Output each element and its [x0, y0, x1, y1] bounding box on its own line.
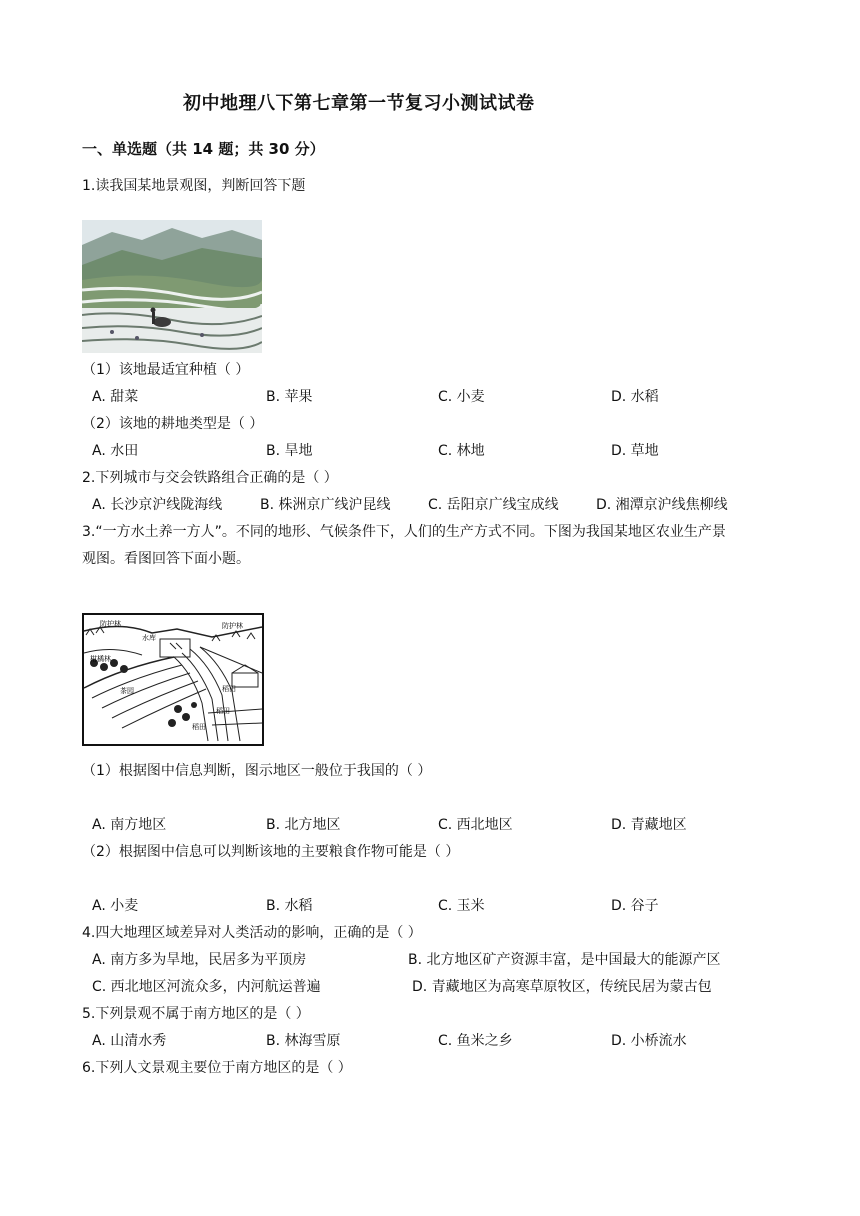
- q1-sub1-option-a[interactable]: A. 甜菜: [92, 389, 139, 405]
- q2-option-d[interactable]: D. 湘潭京沪线焦柳线: [596, 497, 728, 513]
- q4-option-a[interactable]: A. 南方多为旱地，民居多为平顶房: [92, 952, 307, 968]
- q3-sub2-option-c[interactable]: C. 玉米: [438, 898, 485, 914]
- q3-sub1-option-a[interactable]: A. 南方地区: [92, 817, 167, 833]
- q3-sub2-option-b[interactable]: B. 水稻: [266, 898, 313, 914]
- q3-sub1-option-c[interactable]: C. 西北地区: [438, 817, 513, 833]
- question-3-stem-line-2: 观图。看图回答下面小题。: [82, 551, 250, 567]
- diagram-label-shelterbelt-right: 防护林: [222, 622, 243, 630]
- question-4-stem: 4.四大地理区域差异对人类活动的影响，正确的是（ ）: [82, 925, 422, 941]
- q3-sub1-option-d[interactable]: D. 青藏地区: [611, 817, 687, 833]
- page-title: 初中地理八下第七章第一节复习小测试试卷: [183, 93, 535, 114]
- diagram-label-paddy-3: 稻田: [192, 723, 206, 731]
- diagram-label-paddy-2: 稻田: [216, 707, 230, 715]
- q1-sub2-option-a[interactable]: A. 水田: [92, 443, 139, 459]
- q1-sub2-option-c[interactable]: C. 林地: [438, 443, 485, 459]
- q2-option-b[interactable]: B. 株洲京广线沪昆线: [260, 497, 391, 513]
- q4-option-d[interactable]: D. 青藏地区为高寒草原牧区，传统民居为蒙古包: [412, 979, 712, 995]
- diagram-label-shelterbelt-left: 防护林: [100, 620, 121, 628]
- q5-option-b[interactable]: B. 林海雪原: [266, 1033, 341, 1049]
- question-5-stem: 5.下列景观不属于南方地区的是（ ）: [82, 1006, 310, 1022]
- q1-sub1-option-c[interactable]: C. 小麦: [438, 389, 485, 405]
- diagram-label-reservoir: 水库: [142, 634, 156, 642]
- question-1-sub-1: （1）该地最适宜种植（ ）: [82, 362, 250, 378]
- q1-sub2-option-d[interactable]: D. 草地: [611, 443, 659, 459]
- terrace-landscape-photo: [82, 220, 262, 353]
- diagram-label-tea-garden: 茶园: [120, 687, 134, 695]
- question-6-stem: 6.下列人文景观主要位于南方地区的是（ ）: [82, 1060, 352, 1076]
- question-3-sub-2: （2）根据图中信息可以判断该地的主要粮食作物可能是（ ）: [82, 844, 460, 860]
- question-1-sub-2: （2）该地的耕地类型是（ ）: [82, 416, 264, 432]
- q4-option-c[interactable]: C. 西北地区河流众多，内河航运普遍: [92, 979, 321, 995]
- q5-option-c[interactable]: C. 鱼米之乡: [438, 1033, 513, 1049]
- section-heading: 一、单选题（共 14 题；共 30 分）: [82, 140, 325, 158]
- q1-sub1-option-d[interactable]: D. 水稻: [611, 389, 659, 405]
- question-3-stem-line-1: 3.“一方水土养一方人”。不同的地形、气候条件下，人们的生产方式不同。下图为我国某地区农业生产景: [82, 524, 726, 540]
- q5-option-d[interactable]: D. 小桥流水: [611, 1033, 687, 1049]
- q3-sub2-option-a[interactable]: A. 小麦: [92, 898, 139, 914]
- diagram-label-paddy-1: 稻田: [222, 685, 236, 693]
- q1-sub2-option-b[interactable]: B. 旱地: [266, 443, 313, 459]
- q5-option-a[interactable]: A. 山清水秀: [92, 1033, 167, 1049]
- diagram-label-citrus-grove: 柑橘林: [90, 655, 111, 663]
- q2-option-c[interactable]: C. 岳阳京广线宝成线: [428, 497, 559, 513]
- q2-option-a[interactable]: A. 长沙京沪线陇海线: [92, 497, 223, 513]
- agriculture-landscape-diagram: [82, 613, 264, 746]
- question-3-sub-1: （1）根据图中信息判断，图示地区一般位于我国的（ ）: [82, 763, 432, 779]
- question-1-stem: 1.读我国某地景观图，判断回答下题: [82, 178, 306, 194]
- q1-sub1-option-b[interactable]: B. 苹果: [266, 389, 313, 405]
- q3-sub2-option-d[interactable]: D. 谷子: [611, 898, 659, 914]
- question-2-stem: 2.下列城市与交会铁路组合正确的是（ ）: [82, 470, 338, 486]
- q4-option-b[interactable]: B. 北方地区矿产资源丰富，是中国最大的能源产区: [408, 952, 721, 968]
- q3-sub1-option-b[interactable]: B. 北方地区: [266, 817, 341, 833]
